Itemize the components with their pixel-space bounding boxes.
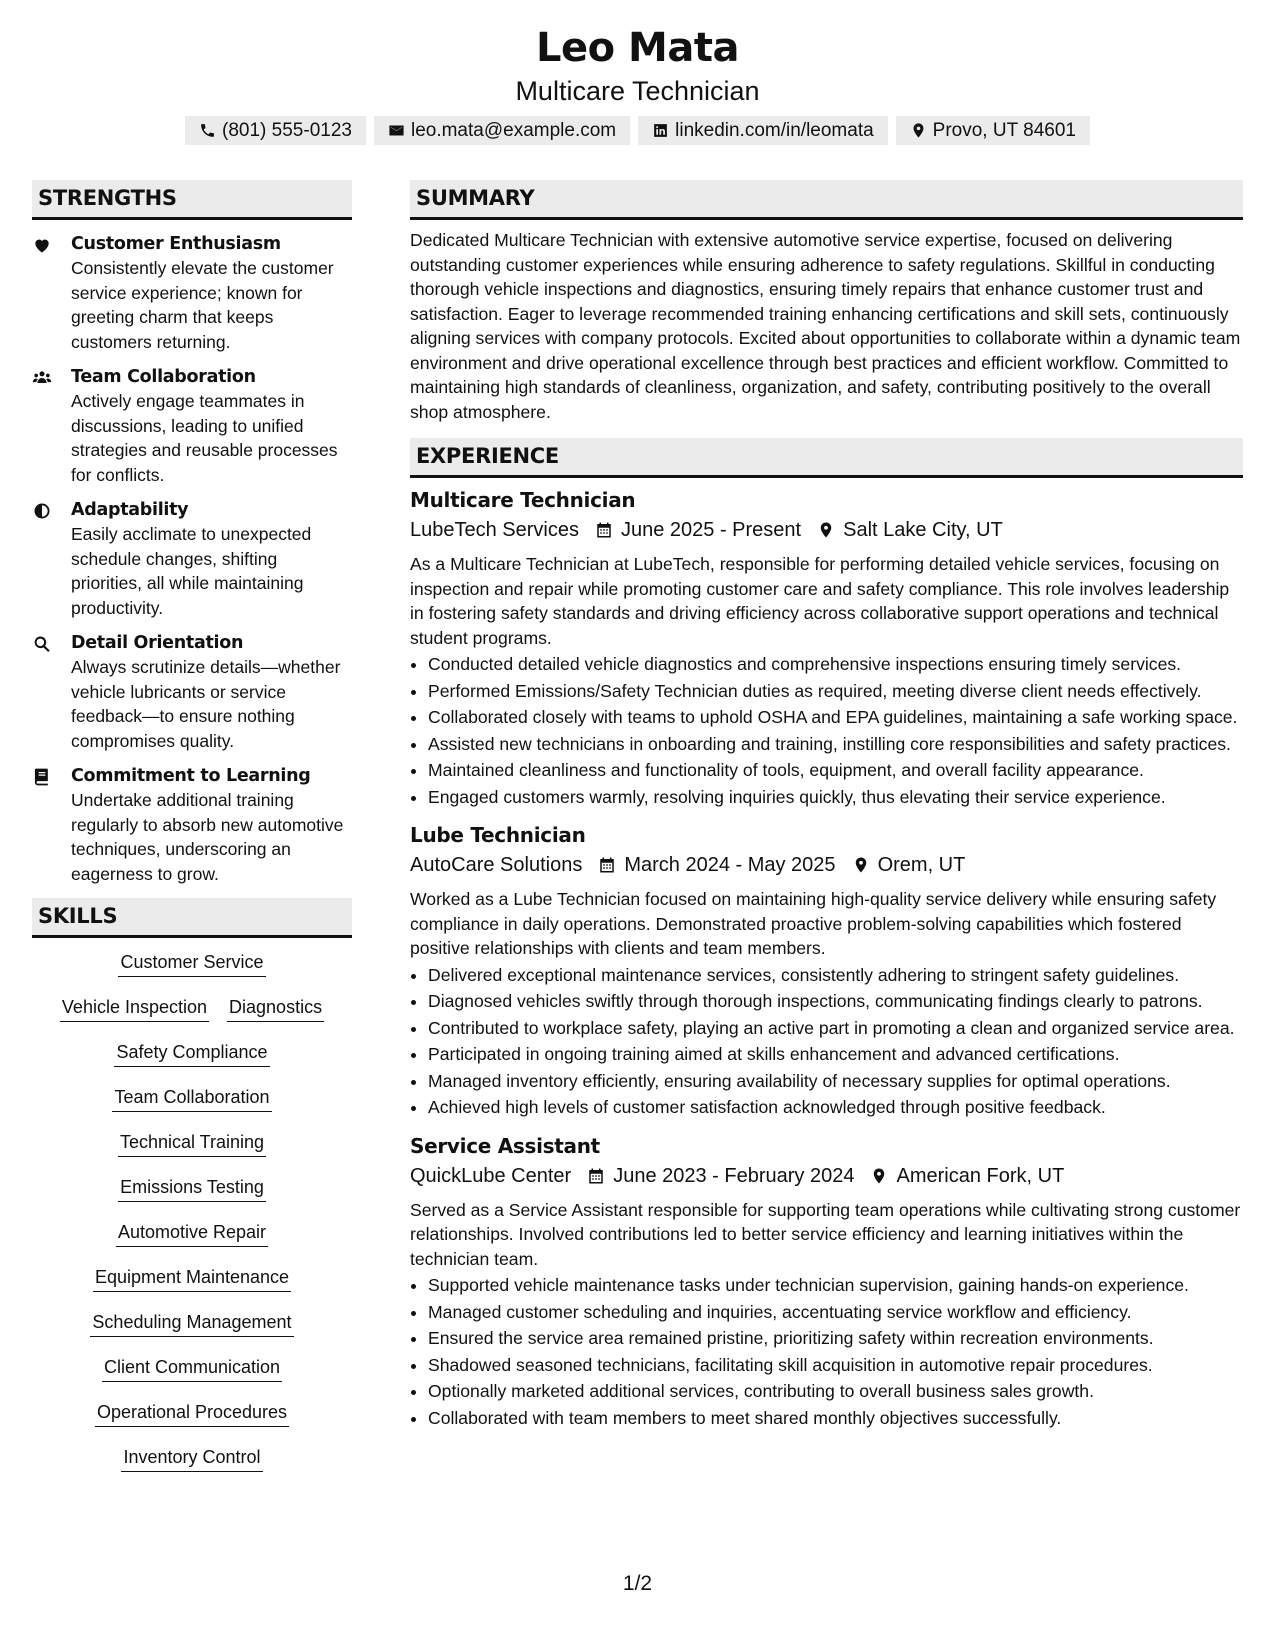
contact-email[interactable] (374, 116, 630, 145)
skill-tag: Equipment Maintenance (93, 1265, 291, 1292)
job-bullet: • Collaborated with team members to meet shared monthly objectives successfully. (428, 1406, 1243, 1431)
job-location: Orem, UT (877, 854, 966, 876)
job-bullet: • Participated in ongoing training aimed at skills enhancement and advanced certifications. (428, 1042, 1243, 1067)
linkedin-icon (652, 122, 669, 139)
strength-item (32, 365, 352, 487)
book-icon (32, 764, 71, 886)
phone-text: (801) 555-0123 (222, 119, 352, 141)
strengths-heading: STRENGTHS (32, 180, 352, 220)
job-bullet: • Contributed to workplace safety, playing an active part in promoting a clean and organized service area. (428, 1016, 1243, 1041)
contact-linkedin[interactable] (638, 116, 888, 145)
calendar-icon (598, 856, 616, 874)
heart-icon (32, 232, 71, 354)
skill-tag: Safety Compliance (114, 1040, 269, 1067)
job-bullet: • Conducted detailed vehicle diagnostics and comprehensive inspections ensuring timely services. (428, 652, 1243, 677)
job-bullet: • Shadowed seasoned technicians, facilitating skill acquisition in automotive repair procedures. (428, 1353, 1243, 1378)
job-location: American Fork, UT (896, 1164, 1065, 1187)
strength-title: Adaptability (71, 500, 189, 520)
map-pin-icon (870, 1167, 888, 1185)
resume-header (0, 0, 1275, 145)
strength-title: Team Collaboration (71, 367, 256, 387)
skills-heading: SKILLS (32, 898, 352, 938)
job-title: Multicare Technician (410, 488, 636, 512)
skill-tag: Team Collaboration (112, 1085, 271, 1112)
job-title: Service Assistant (410, 1133, 600, 1158)
job-entry (410, 486, 1243, 809)
job-bullet: • Performed Emissions/Safety Technician duties as required, meeting diverse client needs effectively. (428, 679, 1243, 704)
skill-tag: Vehicle Inspection (60, 995, 209, 1022)
contact-location (896, 116, 1090, 145)
page-number: 1/2 (622, 1572, 653, 1595)
left-column (32, 180, 352, 1490)
job-bullet: • Collaborated closely with teams to uphold OSHA and EPA guidelines, maintaining a safe working space. (428, 705, 1243, 730)
calendar-icon (595, 521, 613, 539)
skill-tag: Automotive Repair (116, 1220, 268, 1247)
phone-icon (199, 122, 216, 139)
job-description: Served as a Service Assistant responsible for supporting team operations while cultivating strong customer relationships. Involved contributions led to better service efficiency and learning initiatives within the technician team. (410, 1199, 1241, 1269)
job-meta (410, 514, 1243, 546)
job-bullet: • Supported vehicle maintenance tasks under technician supervision, gaining hands-on experience. (428, 1273, 1243, 1298)
skill-tag: Technical Training (118, 1130, 266, 1157)
strength-item (32, 232, 352, 354)
strength-item (32, 631, 352, 753)
strength-item (32, 498, 352, 620)
job-bullet: • Achieved high levels of customer satisfaction acknowledged through positive feedback. (428, 1095, 1243, 1120)
job-bullets (410, 1273, 1243, 1430)
job-bullet: • Assisted new technicians in onboarding and training, instilling core responsibilities and safety practices. (428, 732, 1243, 757)
job-company: AutoCare Solutions (410, 854, 583, 876)
summary-heading: SUMMARY (410, 180, 1243, 220)
job-description: As a Multicare Technician at LubeTech, responsible for performing detailed vehicle services, focusing on inspection and repair while promoting customer care and safety compliance. This role involves leadership in fostering safety standards and driving efficiency across collaborative support operations and technical student programs. (410, 554, 1230, 648)
job-bullet: • Managed inventory efficiently, ensuring availability of necessary supplies for optimal operations. (428, 1069, 1243, 1094)
skill-tag: Client Communication (102, 1355, 282, 1382)
job-bullet: • Managed customer scheduling and inquiries, accentuating service workflow and efficiency. (428, 1300, 1243, 1325)
candidate-name: Leo Mata (536, 25, 739, 71)
candidate-role: Multicare Technician (515, 76, 760, 106)
job-description: Worked as a Lube Technician focused on maintaining high-quality service delivery while ensuring safety compliance in daily operations. Demonstrated proactive problem-solving capabilities which fostered positive relationships with clients and team members. (410, 889, 1217, 958)
contact-phone[interactable] (185, 116, 366, 145)
job-bullet: • Optionally marketed additional services, contributing to overall business sales growth. (428, 1379, 1243, 1404)
job-location: Salt Lake City, UT (843, 519, 1003, 541)
strength-description: Easily acclimate to unexpected schedule changes, shifting priorities, all while maintaining productivity. (71, 524, 312, 618)
email-text: leo.mata@example.com (410, 119, 617, 141)
half-circle-icon (32, 498, 71, 620)
calendar-icon (587, 1167, 605, 1185)
job-company: LubeTech Services (410, 519, 579, 541)
skills-list (32, 950, 352, 1490)
job-bullet: • Diagnosed vehicles swiftly through thorough inspections, communicating findings clearly to patrons. (428, 989, 1243, 1014)
strength-description: Actively engage teammates in discussions, leading to unified strategies and reusable processes for conflicts. (71, 391, 338, 485)
experience-heading: EXPERIENCE (410, 438, 1243, 478)
users-icon (32, 365, 71, 487)
search-icon (32, 631, 71, 753)
job-dates: June 2023 - February 2024 (613, 1164, 855, 1187)
strength-title: Customer Enthusiasm (71, 234, 281, 254)
skill-tag: Operational Procedures (95, 1400, 289, 1427)
map-pin-icon (817, 521, 835, 539)
skill-tag: Diagnostics (227, 995, 324, 1022)
strength-title: Commitment to Learning (71, 766, 311, 786)
job-bullet: • Maintained cleanliness and functionality of tools, equipment, and overall facility appearance. (428, 758, 1243, 783)
strength-description: Undertake additional training regularly to absorb new automotive techniques, underscoring an eagerness to grow. (71, 790, 344, 884)
job-company: QuickLube Center (410, 1164, 572, 1187)
envelope-icon (388, 122, 405, 139)
job-bullets (410, 652, 1243, 809)
skill-tag: Inventory Control (121, 1445, 262, 1472)
job-meta (410, 849, 1243, 881)
job-entry (410, 821, 1243, 1120)
job-bullets (410, 963, 1243, 1120)
job-bullet: • Ensured the service area remained pristine, prioritizing safety within recreation environments. (428, 1326, 1243, 1351)
location-text: Provo, UT 84601 (932, 119, 1076, 141)
job-bullet: • Delivered exceptional maintenance services, consistently adhering to stringent safety guidelines. (428, 963, 1243, 988)
job-entry (410, 1132, 1243, 1431)
strengths-list (32, 232, 352, 886)
contact-bar (0, 116, 1275, 145)
strength-description: Consistently elevate the customer service experience; known for greeting charm that keeps customers returning. (71, 258, 334, 352)
linkedin-text: linkedin.com/in/leomata (675, 119, 874, 141)
job-bullet: • Engaged customers warmly, resolving inquiries quickly, thus elevating their service experience. (428, 785, 1243, 810)
strength-title: Detail Orientation (71, 633, 244, 653)
job-title: Lube Technician (410, 823, 586, 847)
skill-tag: Scheduling Management (90, 1310, 293, 1337)
map-pin-icon (852, 856, 870, 874)
right-column (410, 180, 1243, 1442)
strength-description: Always scrutinize details—whether vehicle lubricants or service feedback—to ensure nothing compromises quality. (71, 657, 341, 751)
job-dates: June 2025 - Present (620, 519, 802, 541)
job-dates: March 2024 - May 2025 (624, 854, 836, 876)
summary-text: Dedicated Multicare Technician with extensive automotive service expertise, focused on delivering outstanding customer experiences while ensuring adherence to safety regulations. Skillful in conducting thorough vehicle inspections and diagnostics, ensuring timely repairs that enhance customer trust and satisfaction. Eager to leverage recommended training enhancing certifications and skill sets, continuously aligning services with company protocols. Excited about opportunities to collaborate within a dynamic team environment and drive operational excellence through best practices and efficient workflow. Committed to maintaining high standards of cleanliness, organization, and safety, contributing positively to the overall shop atmosphere. (410, 230, 1241, 422)
map-pin-icon (910, 122, 927, 139)
strength-item (32, 764, 352, 886)
skill-tag: Emissions Testing (118, 1175, 266, 1202)
skill-tag: Customer Service (118, 950, 265, 977)
job-meta (410, 1160, 1243, 1192)
